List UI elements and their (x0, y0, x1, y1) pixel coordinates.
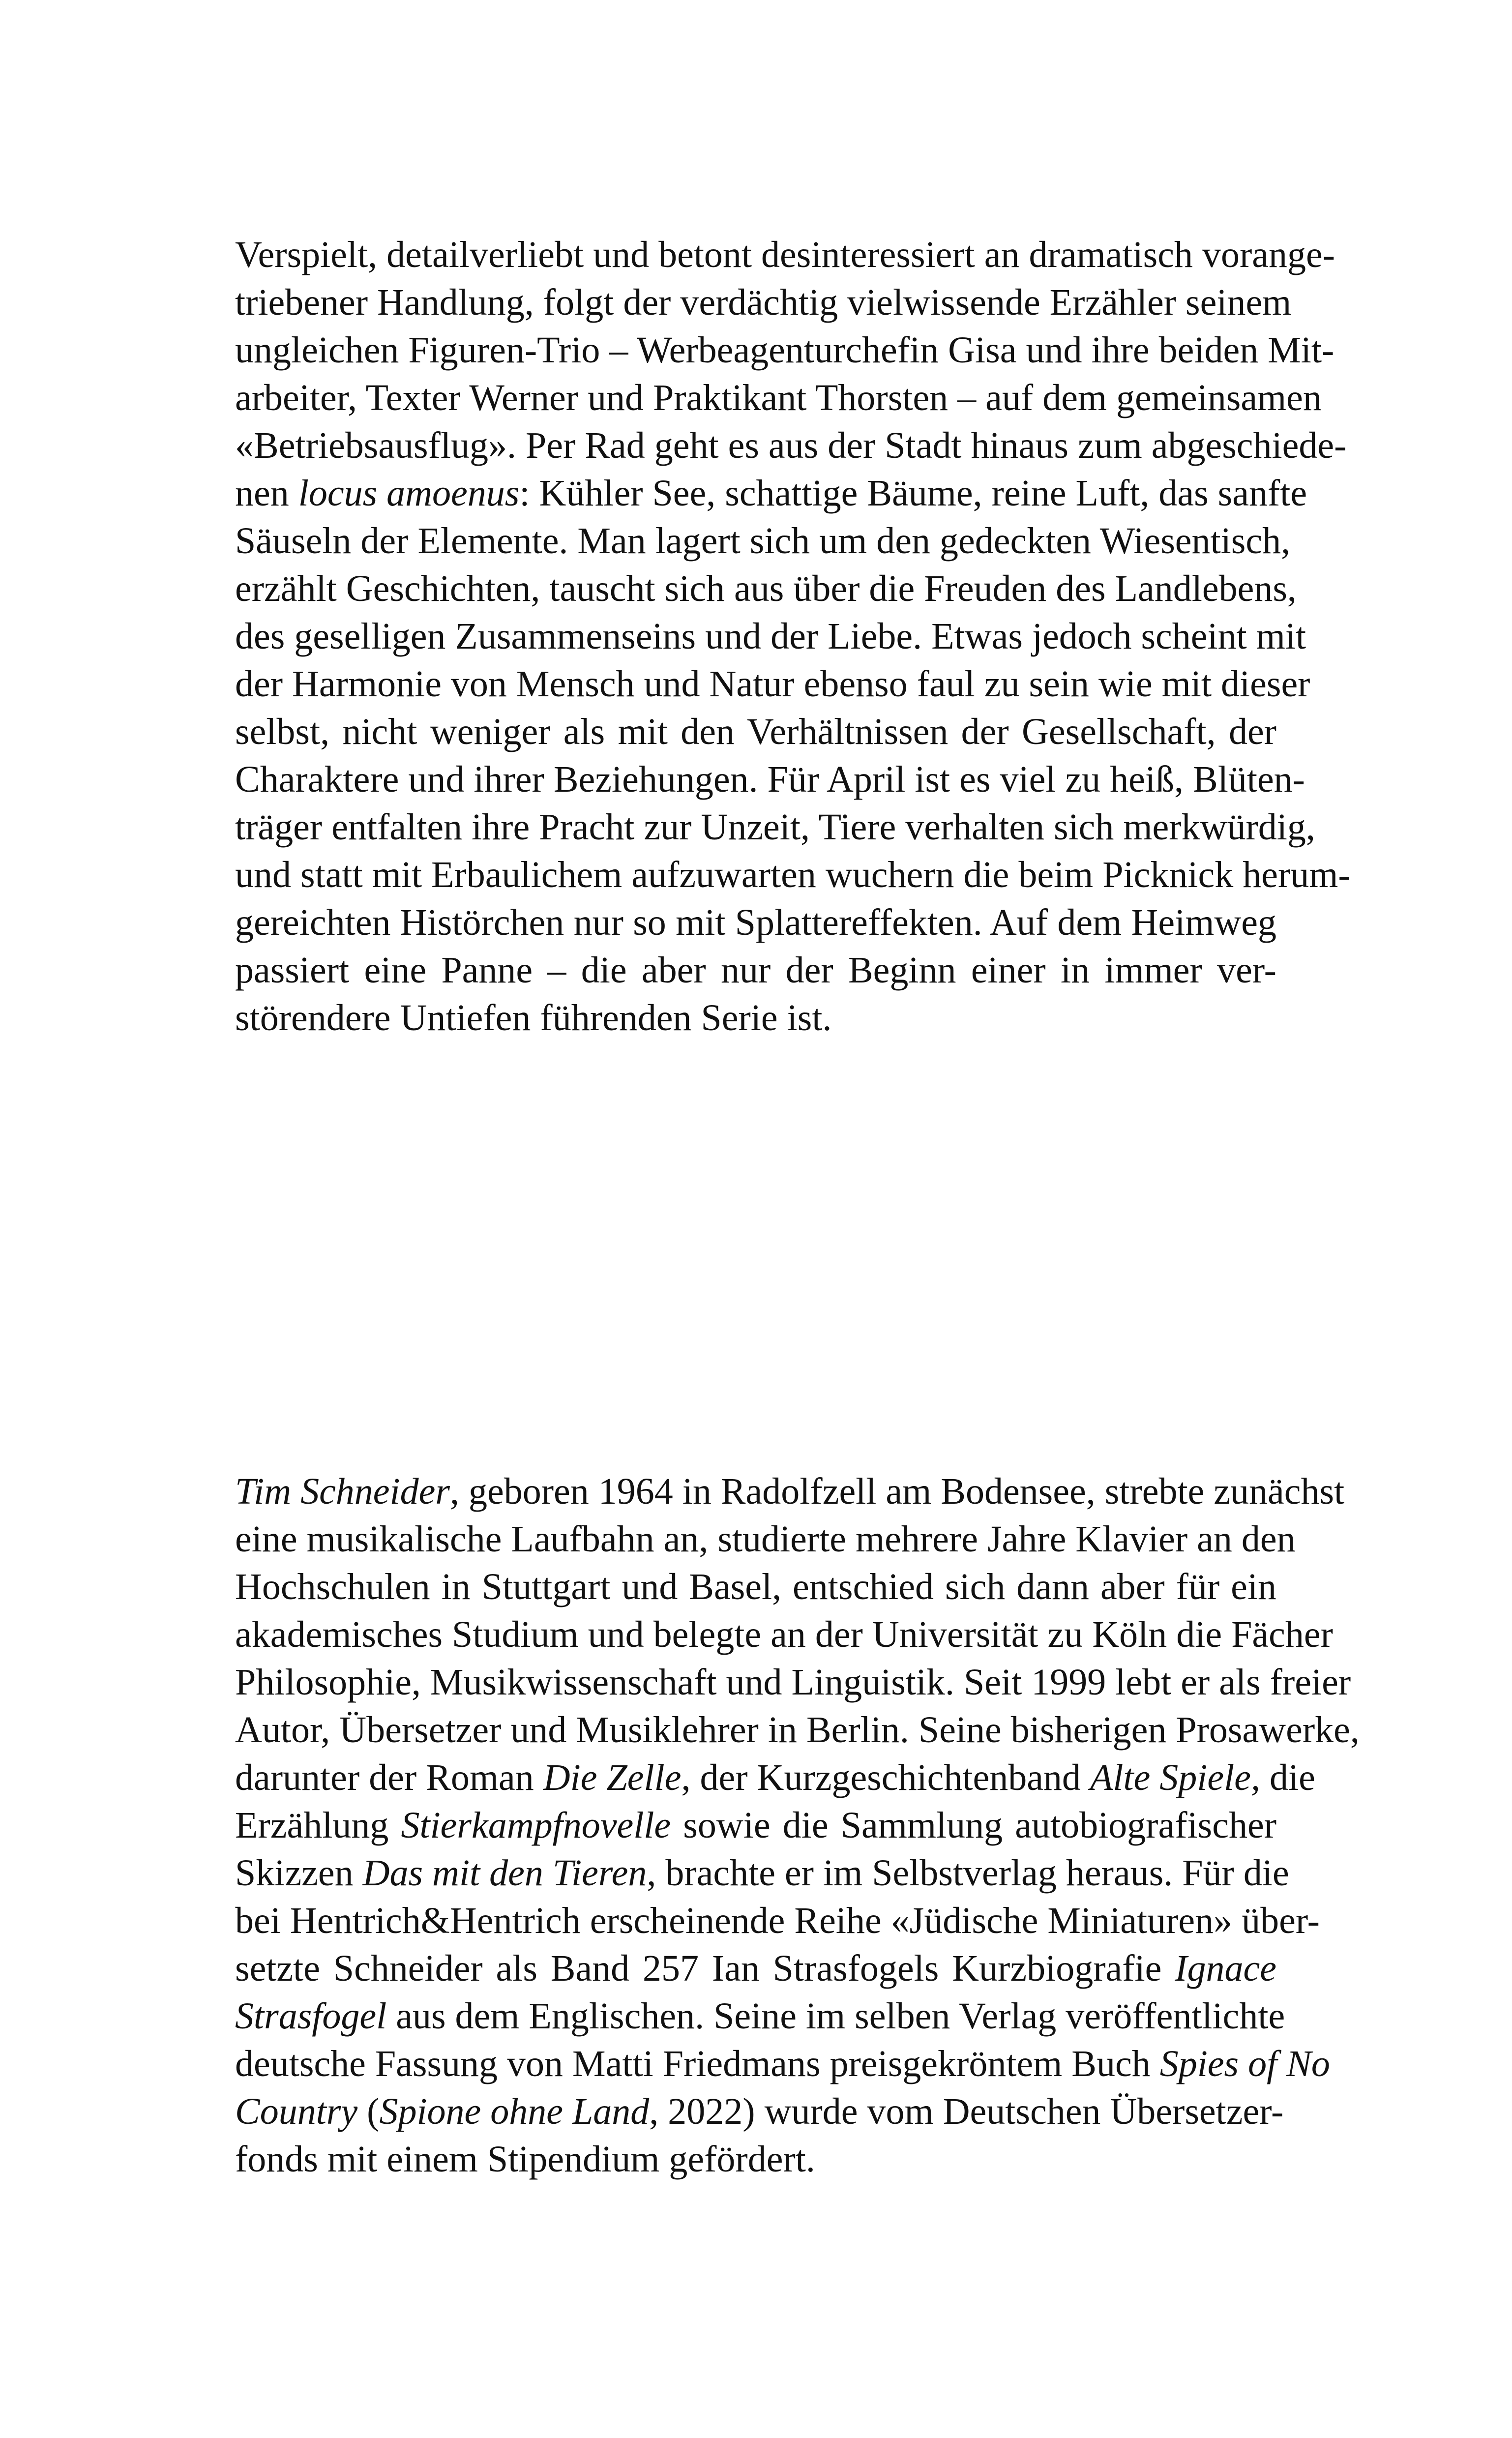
text-run: darunter der Roman (235, 1757, 543, 1798)
text-line (235, 2136, 1276, 2183)
text-run: Skizzen (235, 1852, 363, 1894)
text-line (235, 470, 1307, 517)
text-run: selbst, nicht weniger als mit den Verhältnissen der Gesellschaft, der (235, 711, 1276, 752)
text-line (235, 422, 1347, 470)
text-line (235, 803, 1315, 851)
text-run: arbeiter, Texter Werner und Praktikant Thorsten – auf dem gemeinsamen (235, 377, 1322, 418)
text-run: fonds mit einem Stipendium gefördert. (235, 2139, 815, 2180)
text-line (235, 1992, 1285, 2040)
text-line (235, 517, 1291, 565)
text-line (235, 947, 1276, 994)
text-run: Erzählung (235, 1805, 401, 1846)
text-run: erzählt Geschichten, tauscht sich aus über die Freuden des Landlebens, (235, 568, 1297, 609)
text-run: aus dem Englischen. Seine im selben Verlag veröffentlichte (386, 1995, 1285, 2037)
text-line (235, 1945, 1276, 1992)
text-line (235, 327, 1334, 374)
text-run: «Betriebsausflug». Per Rad geht es aus der Stadt hinaus zum abgeschiede- (235, 425, 1347, 466)
text-line (235, 1754, 1315, 1802)
text-run: träger entfalten ihre Pracht zur Unzeit, Tiere verhalten sich merkwürdig, (235, 806, 1315, 848)
blurb-paragraph (235, 231, 1351, 1042)
text-run: ( (357, 2091, 380, 2132)
text-run: und statt mit Erbaulichem aufzuwarten wuchern die beim Picknick herum- (235, 854, 1351, 895)
text-run: Säuseln der Elemente. Man lagert sich um den gedeckten Wiesentisch, (235, 520, 1291, 562)
text-line (235, 613, 1306, 660)
text-line (235, 899, 1276, 947)
text-run: : Kühler See, schattige Bäume, reine Luft, das sanfte (519, 473, 1307, 514)
text-run: sowie die Sammlung autobiografischer (671, 1805, 1276, 1846)
italic-title-text: Das mit den Tieren (362, 1852, 647, 1894)
text-run: nen (235, 473, 298, 514)
text-run: , 2022) wurde vom Deutschen Übersetzer- (649, 2091, 1284, 2132)
text-line (235, 1516, 1296, 1563)
italic-title-text: Spione ohne Land (379, 2091, 650, 2132)
text-run: ungleichen Figuren-Trio – Werbeagenturchefin Gisa und ihre beiden Mit- (235, 329, 1334, 371)
text-line (235, 231, 1335, 279)
text-line (235, 565, 1297, 613)
text-line (235, 2040, 1330, 2088)
text-line (235, 851, 1351, 899)
italic-title-text: Alte Spiele, (1090, 1757, 1261, 1798)
text-line (235, 374, 1322, 422)
text-run: Verspielt, detailverliebt und betont desinteressiert an dramatisch vorange- (235, 234, 1335, 275)
text-line (235, 994, 1276, 1042)
text-line (235, 279, 1292, 327)
text-run: passiert eine Panne – die aber nur der Beginn einer in immer ver- (235, 950, 1276, 991)
italic-title-text: Strasfogel (235, 1995, 387, 2037)
text-line (235, 1659, 1351, 1706)
italic-title-text: Ignace (1175, 1948, 1276, 1989)
italic-title-text: locus amoenus (298, 473, 520, 514)
text-run: , brachte er im Selbstverlag heraus. Für die (647, 1852, 1289, 1894)
text-line (235, 1849, 1289, 1897)
text-run: Hochschulen in Stuttgart und Basel, entschied sich dann aber für ein (235, 1566, 1276, 1607)
italic-title-text: Die Zelle (543, 1757, 682, 1798)
text-run: deutsche Fassung von Matti Friedmans preisgekröntem Buch (235, 2043, 1160, 2084)
text-run: störendere Untiefen führenden Serie ist. (235, 997, 832, 1039)
text-line (235, 2088, 1284, 2136)
text-run: der Harmonie von Mensch und Natur ebenso faul zu sein wie mit dieser (235, 663, 1310, 705)
text-run: akademisches Studium und belegte an der Universität zu Köln die Fächer (235, 1614, 1333, 1655)
text-run: des geselligen Zusammenseins und der Liebe. Etwas jedoch scheint mit (235, 616, 1306, 657)
text-line (235, 1611, 1333, 1659)
text-line (235, 660, 1310, 708)
text-run: eine musikalische Laufbahn an, studierte mehrere Jahre Klavier an den (235, 1518, 1296, 1560)
italic-title-text: Spies of No (1159, 2043, 1330, 2084)
text-run: Autor, Übersetzer und Musiklehrer in Berlin. Seine bisherigen Prosawerke, (235, 1709, 1360, 1751)
text-line (235, 1706, 1360, 1754)
text-run: Philosophie, Musikwissenschaft und Linguistik. Seit 1999 lebt er als freier (235, 1662, 1351, 1703)
italic-title-text: Tim Schneider (235, 1471, 450, 1512)
text-run: gereichten Histörchen nur so mit Splattereffekten. Auf dem Heimweg (235, 902, 1276, 943)
text-line (235, 1802, 1276, 1849)
text-run: triebener Handlung, folgt der verdächtig vielwissende Erzähler seinem (235, 282, 1292, 323)
text-line (235, 1468, 1345, 1516)
text-run: Charaktere und ihrer Beziehungen. Für April ist es viel zu heiß, Blüten- (235, 759, 1305, 800)
text-line (235, 1897, 1320, 1945)
text-line (235, 1563, 1276, 1611)
text-line (235, 708, 1276, 756)
italic-title-text: Stierkampfnovelle (401, 1805, 671, 1846)
text-run: setzte Schneider als Band 257 Ian Strasfogels Kurzbiografie (235, 1948, 1175, 1989)
text-line (235, 756, 1305, 803)
text-run: , der Kurzgeschichtenband (681, 1757, 1090, 1798)
author-bio-paragraph (235, 1468, 1360, 2183)
text-run: die (1260, 1757, 1315, 1798)
text-run: , geboren 1964 in Radolfzell am Bodensee, strebte zunächst (449, 1471, 1345, 1512)
text-run: bei Hentrich&Hentrich erscheinende Reihe «Jüdische Miniaturen» über- (235, 1900, 1320, 1941)
italic-title-text: Country (235, 2091, 358, 2132)
